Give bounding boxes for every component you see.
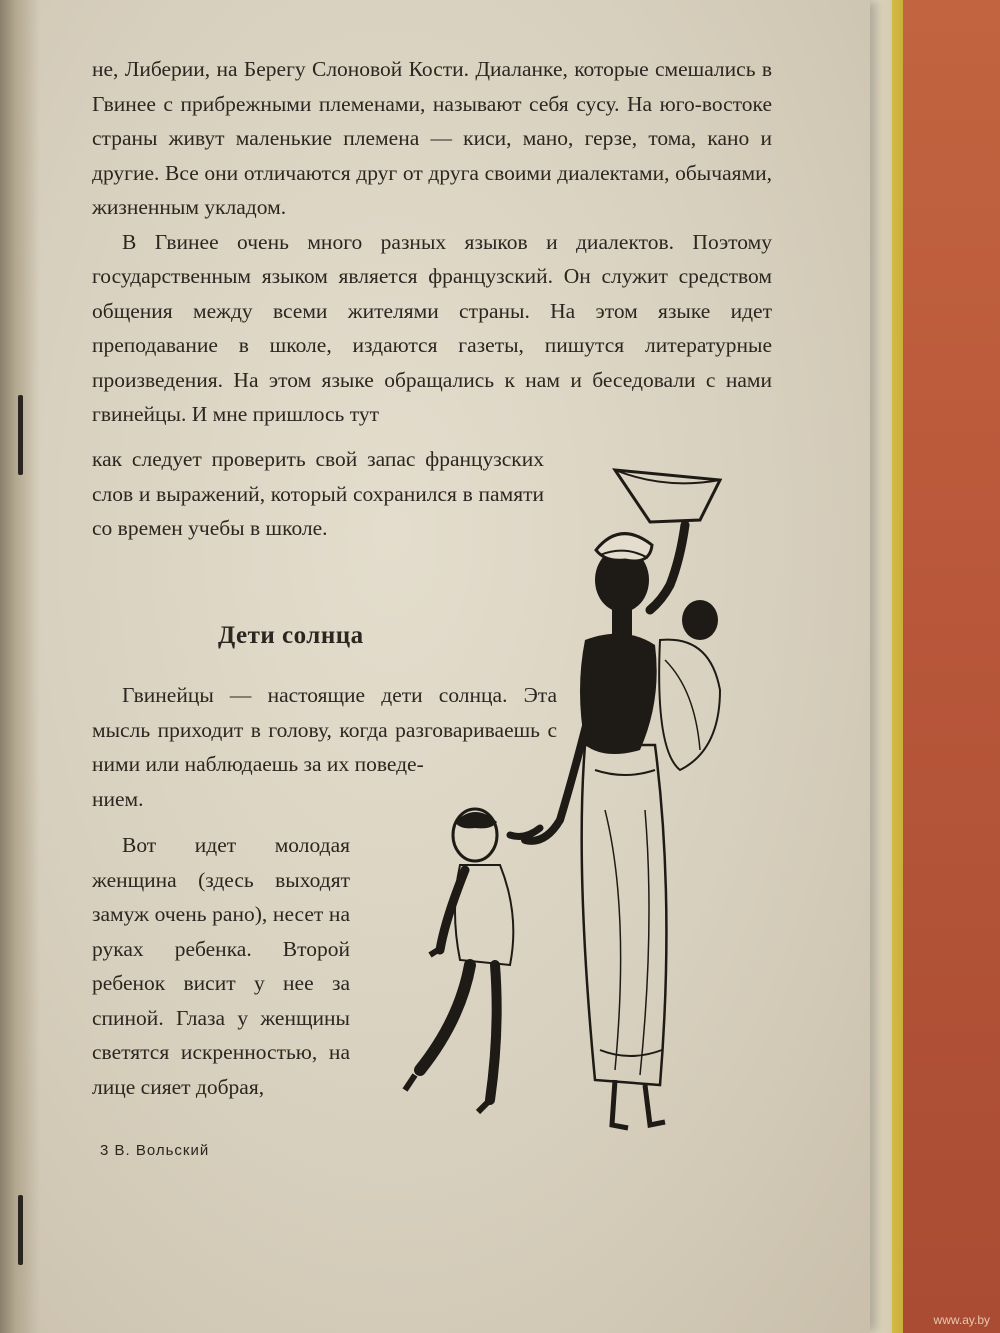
paragraph-4: Вот идет молодая женщина (здесь выходят замуж очень рано), несет на руках ребенка. Второй ребенок висит у нее за спиной. Глаза у женщины светятся искренностью, на лице сияет добрая, [92,833,350,1099]
text-block-paragraph-4 [92,828,350,1104]
paragraph-2: В Гвинее очень много разных языков и диалектов. Поэтому государственным языком является французский. Он служит средством общения между всеми жителями страны. На этом языке идет преподавание в школе, издаются газеты, пишутся литературные произведения. На этом языке обращались к нам и беседовали с нами гвинейцы. И мне пришлось тут [92,229,772,426]
page-binding [0,0,40,1333]
page-stack-edge [870,0,892,1333]
watermark: www.ay.by [933,1313,990,1327]
page-footer-signature: 3 В. Вольский [100,1142,210,1159]
paragraph-2-continued: как следует проверить свой запас французских слов и выражений, который сохранился в памяти со времен учебы в школе. [92,447,544,540]
text-block-top [92,52,772,432]
paragraph-3: Гвинейцы — настоящие дети солнца. Эта мысль приходит в голову, когда разговариваешь с ними или наблюдаешь за их поведе- [92,683,557,776]
section-heading: Дети солнца [218,622,364,649]
paragraph-1: не, Либерии, на Берегу Слоновой Кости. Диаланке, которые смешались в Гвинее с прибрежными племенами, называют себя сусу. На юго-востоке страны живут маленькие племена — киси, мано, герзе, тома, кано и другие. Все они отличаются друг от друга своими диалектами, обычаями, жизненным укладом. [92,57,772,219]
illustration-woman-with-children [400,450,780,1150]
binding-thread [18,1195,23,1265]
paragraph-3-continued: нием. [92,786,144,811]
binding-thread [18,395,23,475]
